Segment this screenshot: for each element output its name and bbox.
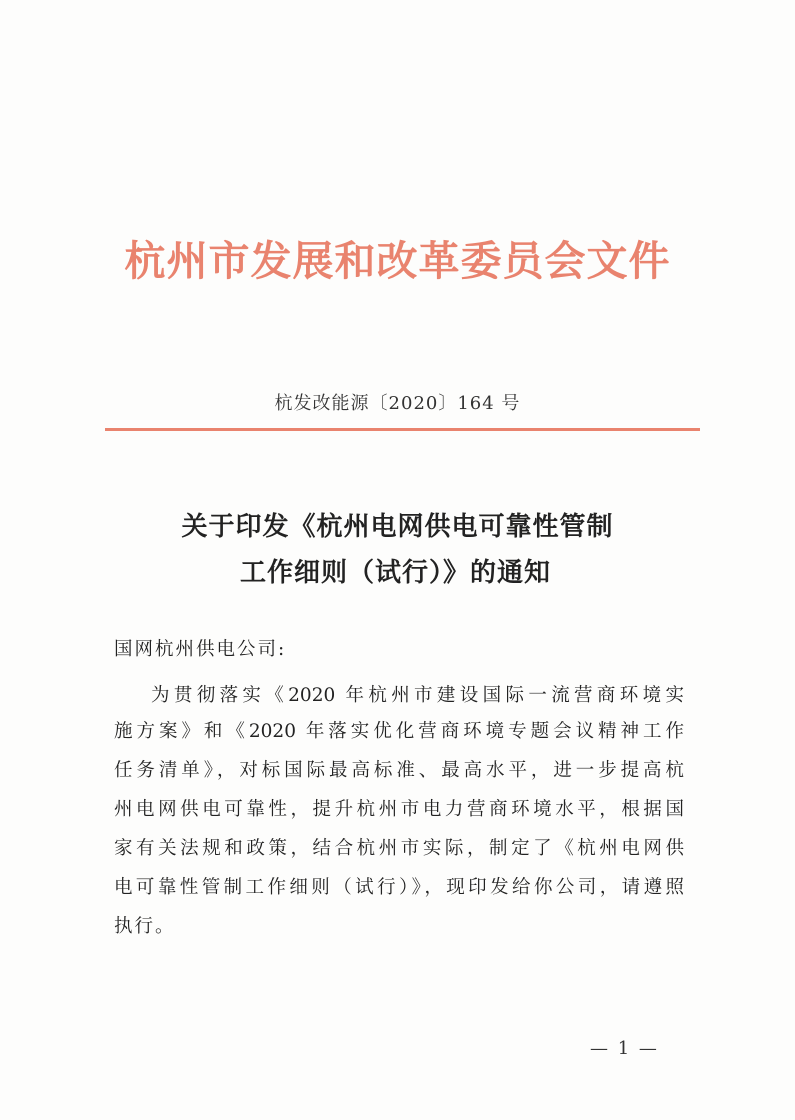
- body-line: 为贯彻落实《2020 年杭州市建设国际一流营商环境实: [151, 685, 684, 706]
- red-separator-line: [105, 428, 700, 431]
- page-number: — 1 —: [590, 1038, 659, 1059]
- body-line: 州电网供电可靠性，提升杭州市电力营商环境水平，根据国: [114, 799, 684, 820]
- document-number: 杭发改能源〔2020〕164 号: [274, 393, 521, 414]
- body-line: 施方案》和《2020 年落实优化营商环境专题会议精神工作: [114, 721, 684, 742]
- notice-title-line-2: 工作细则（试行）》的通知: [239, 558, 551, 588]
- masthead-title: 杭州市发展和改革委员会文件: [124, 237, 671, 285]
- addressee: 国网杭州供电公司:: [114, 639, 287, 660]
- body-line: 电可靠性管制工作细则（试行）》，现印发给你公司，请遵照: [114, 877, 684, 898]
- body-line: 家有关法规和政策，结合杭州市实际，制定了《杭州电网供: [114, 838, 684, 859]
- notice-title-line-1: 关于印发《杭州电网供电可靠性管制: [181, 512, 614, 542]
- body-line: 任务清单》，对标国际最高标准、最高水平，进一步提高杭: [114, 760, 684, 781]
- body-line: 执行。: [114, 916, 176, 937]
